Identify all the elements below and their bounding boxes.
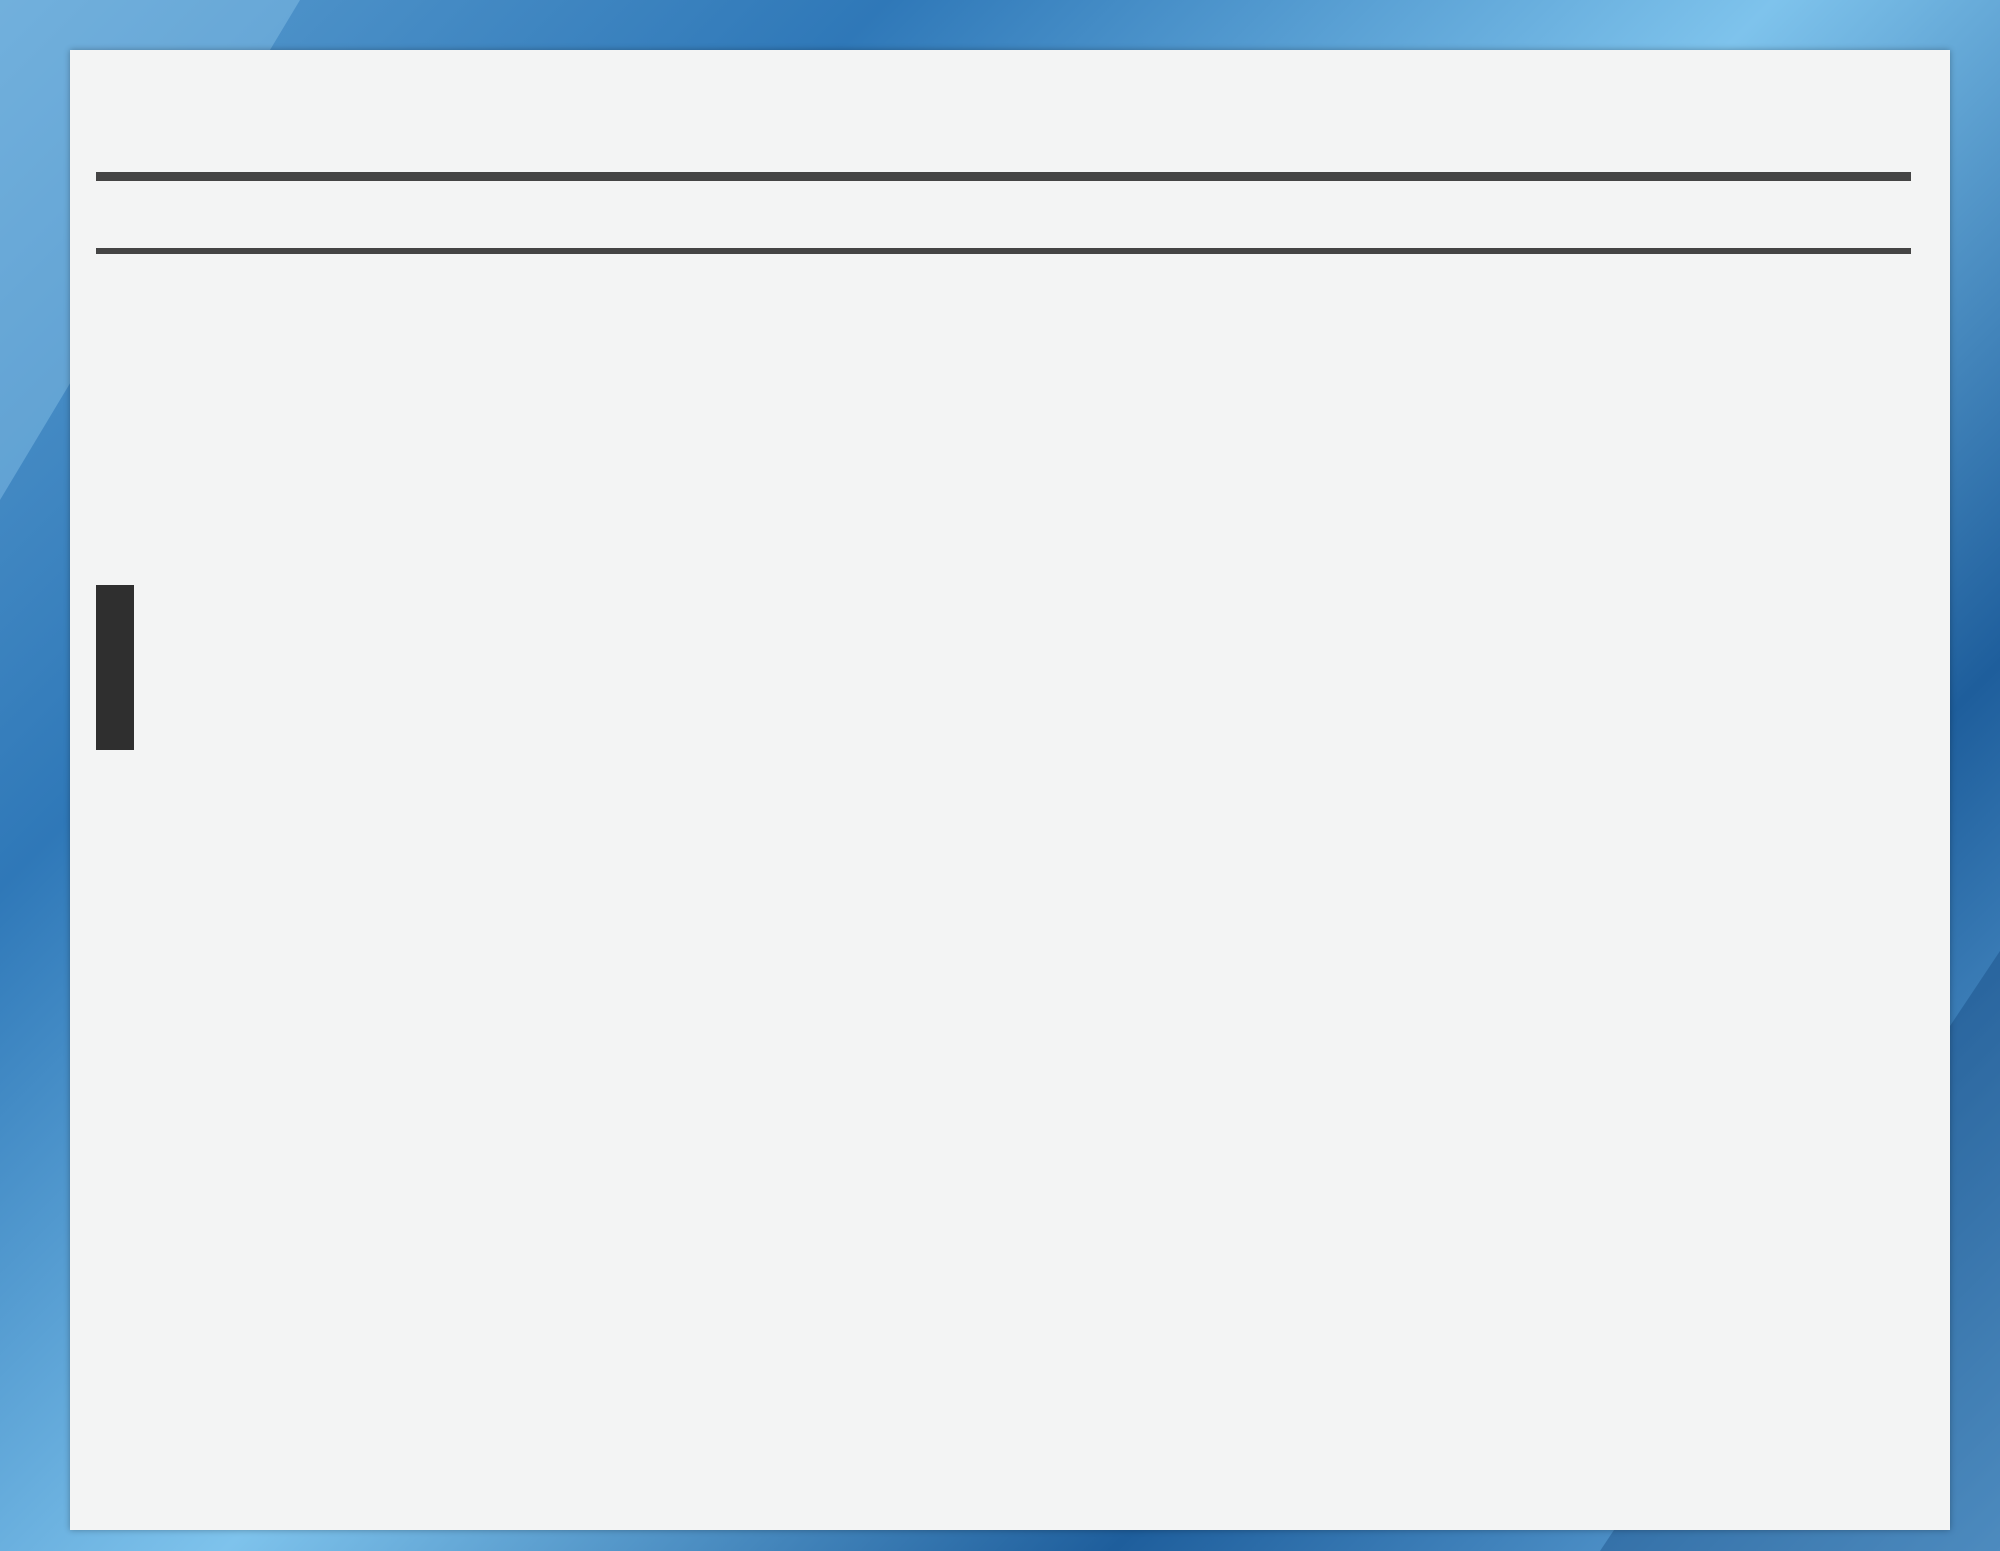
divider bbox=[96, 172, 1911, 181]
bcaa-badge bbox=[96, 585, 134, 750]
divider bbox=[96, 248, 1911, 254]
nutrition-label bbox=[70, 50, 1950, 1530]
nutrition-table bbox=[96, 50, 1911, 1530]
